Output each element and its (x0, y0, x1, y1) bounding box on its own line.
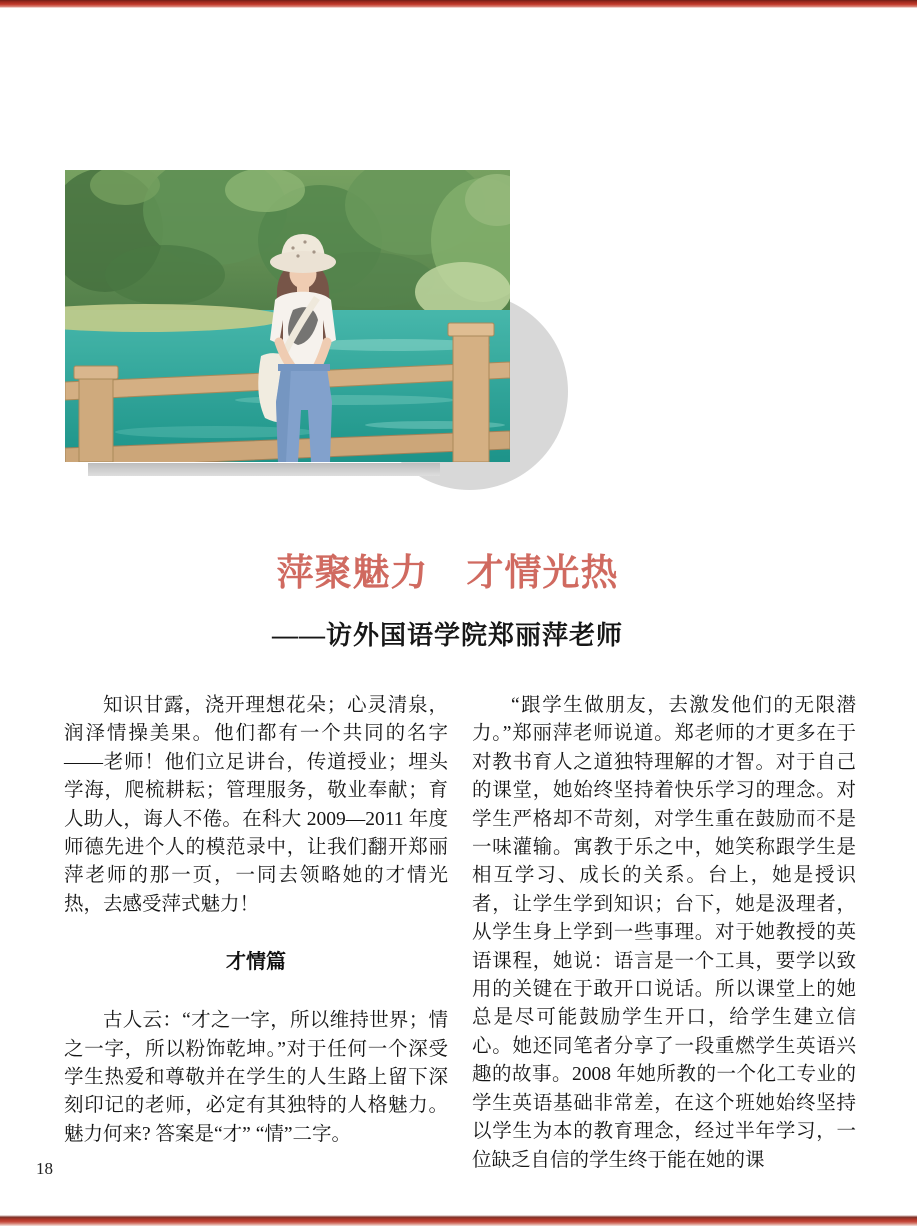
paragraph-talent: 古人云：“才之一字，所以维持世界；情之一字，所以粉饰乾坤。”对于任何一个深受学生热爱和尊敬并在学生的人生路上留下深刻印记的老师，必定有其独特的人格魅力。魅力何来? 答案是“才” “情”二字。 (64, 1010, 448, 1145)
teacher-photo (65, 170, 510, 462)
paragraph-interview: “跟学生做朋友，去激发他们的无限潜力。”郑丽萍老师说道。郑老师的才更多在于对教书育人之道独特理解的才智。对于自己的课堂，她始终坚持着快乐学习的理念。对学生严格却不苛刻，对学生重在鼓励而不是一味灌输。寓教于乐之中，她笑称跟学生是相互学习、成长的关系。台上，她是授识者，让学生学到知识；台下，她是汲理者，从学生身上学到一些事理。对于她教授的英语课程，她说：语言是一个工具，要学以致用的关键在于敢开口说话。所以课堂上的她总是尽可能鼓励学生开口，给学生建立信心。她还同笔者分享了一段重燃学生英语兴趣的故事。2008 年她所教的一个化工专业的学生英语基础非常差，在这个班她始终坚持以学生为本的教育理念，经过半年学习，一位缺乏自信的学生终于能在她的课 (472, 695, 856, 1171)
photo-shadow (88, 463, 440, 476)
right-column (472, 692, 856, 1175)
article-title: 萍聚魅力 才情光热 (276, 553, 619, 594)
page-number: 18 (36, 1159, 53, 1178)
page-top-border (0, 0, 917, 8)
article-subtitle: ——访外国语学院郑丽萍老师 (271, 621, 623, 650)
article-body (64, 692, 856, 1175)
light-overlay (65, 170, 510, 462)
paragraph-intro: 知识甘露，浇开理想花朵；心灵清泉，润泽情操美果。他们都有一个共同的名字——老师！他们立足讲台，传道授业；埋头学海，爬梳耕耘；管理服务，敬业奉献；育人助人，诲人不倦。在科大 2009—2011 年度师德先进个人的模范录中，让我们翻开郑丽萍老师的那一页，一同去领略她的才情光热，去感受萍式魅力！ (64, 695, 448, 915)
section-heading-talent: 才情篇 (226, 951, 286, 974)
page-bottom-border (0, 1215, 917, 1226)
left-column (64, 692, 448, 1175)
